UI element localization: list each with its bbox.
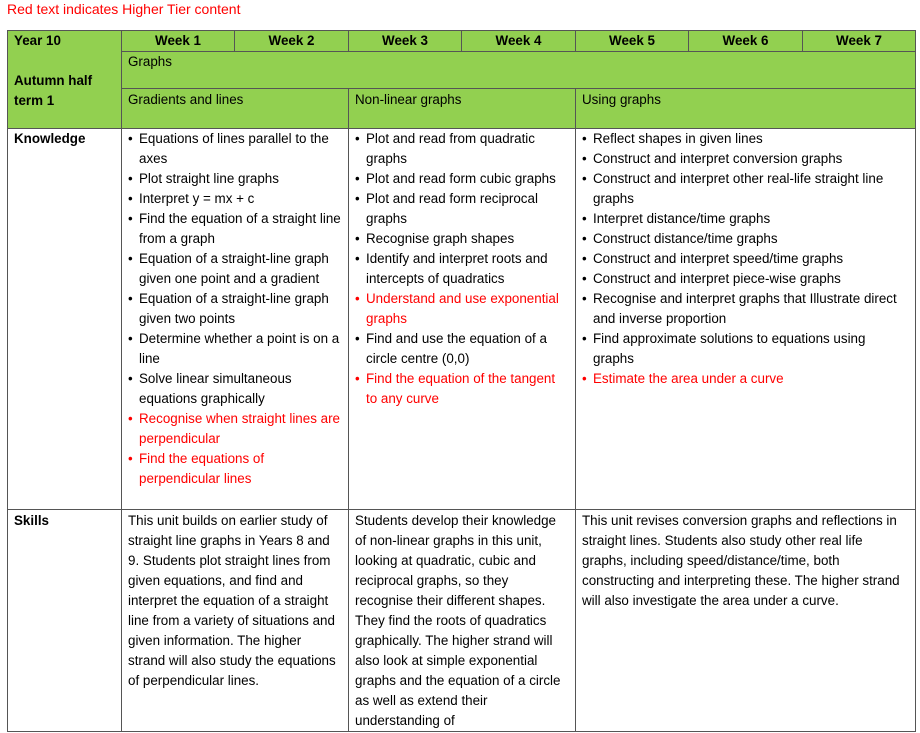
knowledge-item-text: Find the equation of the tangent to any curve — [366, 371, 556, 406]
knowledge-item-text: Plot and read from quadratic graphs — [366, 131, 535, 166]
knowledge-item-text: Identify and interpret roots and intercepts of quadratics — [366, 251, 548, 286]
bullet-icon: • — [355, 371, 360, 386]
bullet-icon: • — [355, 131, 360, 146]
bullet-icon: • — [582, 231, 587, 246]
knowledge-item-text: Equations of lines parallel to the axes — [139, 131, 329, 166]
bullet-icon: • — [355, 171, 360, 186]
scheme-of-work-table — [7, 30, 916, 732]
week-2-header: Week 2 — [235, 31, 349, 52]
year-label: Year 10 — [14, 33, 61, 48]
knowledge-list-1 — [128, 129, 342, 489]
bullet-icon: • — [582, 271, 587, 286]
bullet-icon: • — [128, 131, 133, 146]
knowledge-list-2 — [355, 129, 569, 409]
bullet-icon: • — [128, 251, 133, 266]
knowledge-item — [128, 409, 342, 449]
knowledge-item-text: Plot and read form cubic graphs — [366, 171, 556, 186]
bullet-icon: • — [582, 151, 587, 166]
skills-col-2: Students develop their knowledge of non-linear graphs in this unit, looking at quadratic, cubic and reciprocal graphs, so they recognise their different shapes. They find the roots of quadratics graphically. The higher strand will also look at simple exponential graphs and the equation of a circle as well as extend their understanding of — [349, 510, 576, 732]
bullet-icon: • — [128, 211, 133, 226]
knowledge-item-text: Plot straight line graphs — [139, 171, 279, 186]
knowledge-list-3 — [582, 129, 909, 389]
knowledge-col-2 — [349, 129, 576, 510]
bullet-icon: • — [128, 331, 133, 346]
bullet-icon: • — [128, 191, 133, 206]
bullet-icon: • — [582, 371, 587, 386]
knowledge-item-text: Recognise graph shapes — [366, 231, 515, 246]
knowledge-col-1 — [122, 129, 349, 510]
bullet-icon: • — [582, 211, 587, 226]
bullet-icon: • — [128, 171, 133, 186]
knowledge-item — [128, 449, 342, 489]
knowledge-item — [582, 149, 909, 169]
knowledge-item — [582, 329, 909, 369]
knowledge-col-3 — [576, 129, 916, 510]
header-row-subtopics — [8, 89, 916, 129]
skills-col-1: This unit builds on earlier study of straight line graphs in Years 8 and 9. Students plot straight lines from given equations, and find and interpret the equation of a straight line from a variety of situations and given information. The higher strand will also study the equations of perpendicular lines. — [122, 510, 349, 732]
knowledge-item — [582, 369, 909, 389]
bullet-icon: • — [355, 251, 360, 266]
bullet-icon: • — [128, 371, 133, 386]
knowledge-item-text: Find and use the equation of a circle centre (0,0) — [366, 331, 547, 366]
header-row-topic — [8, 52, 916, 89]
knowledge-item — [582, 229, 909, 249]
knowledge-item-text: Equation of a straight-line graph given two points — [139, 291, 329, 326]
knowledge-item — [355, 129, 569, 169]
knowledge-item — [582, 129, 909, 149]
week-7-header: Week 7 — [803, 31, 916, 52]
bullet-icon: • — [355, 291, 360, 306]
knowledge-item-text: Construct and interpret conversion graphs — [593, 151, 843, 166]
knowledge-item-text: Find approximate solutions to equations using graphs — [593, 331, 866, 366]
knowledge-item — [582, 209, 909, 229]
bullet-icon: • — [355, 191, 360, 206]
week-4-header: Week 4 — [462, 31, 576, 52]
week-6-header: Week 6 — [689, 31, 803, 52]
higher-tier-note: Red text indicates Higher Tier content — [7, 1, 241, 17]
skills-label: Skills — [8, 510, 122, 732]
knowledge-item-text: Understand and use exponential graphs — [366, 291, 559, 326]
knowledge-item — [128, 209, 342, 249]
week-1-header: Week 1 — [122, 31, 235, 52]
knowledge-item — [582, 169, 909, 209]
knowledge-item-text: Construct and interpret piece-wise graphs — [593, 271, 841, 286]
bullet-icon: • — [128, 451, 133, 466]
topic-cell: Graphs — [122, 52, 916, 89]
knowledge-item — [355, 289, 569, 329]
knowledge-item-text: Construct and interpret other real-life straight line graphs — [593, 171, 884, 206]
knowledge-item-text: Recognise and interpret graphs that Illustrate direct and inverse proportion — [593, 291, 897, 326]
knowledge-item-text: Estimate the area under a curve — [593, 371, 784, 386]
year-term-cell — [8, 31, 122, 129]
bullet-icon: • — [582, 131, 587, 146]
knowledge-item — [355, 329, 569, 369]
knowledge-item — [128, 189, 342, 209]
knowledge-item-text: Find the equations of perpendicular lines — [139, 451, 265, 486]
knowledge-item-text: Recognise when straight lines are perpendicular — [139, 411, 340, 446]
knowledge-item — [128, 329, 342, 369]
bullet-icon: • — [355, 231, 360, 246]
knowledge-item-text: Construct distance/time graphs — [593, 231, 778, 246]
knowledge-item — [582, 249, 909, 269]
knowledge-item-text: Plot and read form reciprocal graphs — [366, 191, 538, 226]
bullet-icon: • — [128, 411, 133, 426]
knowledge-item — [582, 269, 909, 289]
knowledge-item-text: Construct and interpret speed/time graphs — [593, 251, 844, 266]
knowledge-item — [128, 169, 342, 189]
bullet-icon: • — [582, 331, 587, 346]
knowledge-item — [355, 189, 569, 229]
knowledge-row — [8, 129, 916, 510]
knowledge-item — [128, 289, 342, 329]
knowledge-item-text: Reflect shapes in given lines — [593, 131, 763, 146]
knowledge-item-text: Determine whether a point is on a line — [139, 331, 340, 366]
bullet-icon: • — [355, 331, 360, 346]
knowledge-item-text: Interpret y = mx + c — [139, 191, 255, 206]
knowledge-item — [355, 169, 569, 189]
knowledge-item — [128, 369, 342, 409]
header-row-weeks — [8, 31, 916, 52]
bullet-icon: • — [582, 251, 587, 266]
knowledge-item-text: Solve linear simultaneous equations graphically — [139, 371, 292, 406]
subtopic-gradients-lines: Gradients and lines — [122, 89, 349, 129]
knowledge-item — [128, 249, 342, 289]
knowledge-item — [355, 249, 569, 289]
knowledge-item-text: Equation of a straight-line graph given one point and a gradient — [139, 251, 329, 286]
skills-row — [8, 510, 916, 732]
bullet-icon: • — [582, 291, 587, 306]
knowledge-item — [128, 129, 342, 169]
knowledge-item-text: Interpret distance/time graphs — [593, 211, 771, 226]
week-5-header: Week 5 — [576, 31, 689, 52]
subtopic-non-linear-graphs: Non-linear graphs — [349, 89, 576, 129]
knowledge-item — [355, 369, 569, 409]
skills-col-3: This unit revises conversion graphs and reflections in straight lines. Students also study other real life graphs, including speed/distance/time, both constructing and interpreting these. The higher strand will also investigate the area under a curve. — [576, 510, 916, 732]
bullet-icon: • — [582, 171, 587, 186]
knowledge-item — [582, 289, 909, 329]
bullet-icon: • — [128, 291, 133, 306]
week-3-header: Week 3 — [349, 31, 462, 52]
knowledge-item — [355, 229, 569, 249]
term-label: Autumn half term 1 — [14, 73, 93, 108]
knowledge-item-text: Find the equation of a straight line from a graph — [139, 211, 341, 246]
subtopic-using-graphs: Using graphs — [576, 89, 916, 129]
knowledge-label: Knowledge — [8, 129, 122, 510]
